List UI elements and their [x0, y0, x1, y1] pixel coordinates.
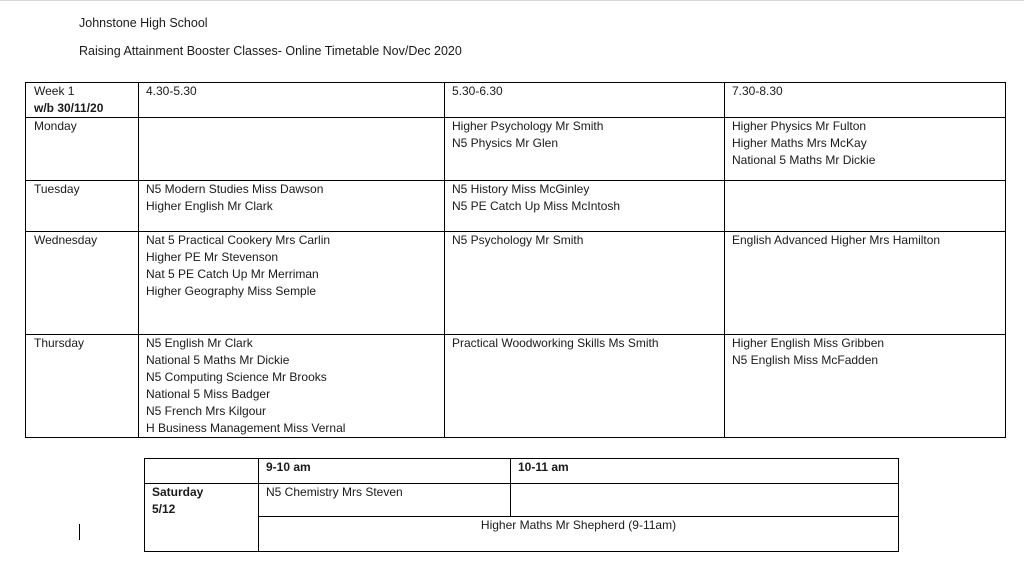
day-label: Saturday: [152, 485, 204, 499]
date-label: 5/12: [152, 502, 176, 516]
class-entry: Higher Psychology Mr Smith: [452, 119, 604, 133]
class-entry: Higher Physics Mr Fulton: [732, 119, 867, 133]
page-top-border: [0, 0, 1024, 1]
week-of-label: w/b 30/11/20: [34, 101, 104, 115]
document-subtitle: Raising Attainment Booster Classes- Online Timetable Nov/Dec 2020: [79, 44, 462, 58]
class-entry: Higher PE Mr Stevenson: [146, 250, 279, 264]
day-row-wednesday: [26, 232, 1006, 335]
class-cell: [725, 335, 1006, 438]
class-cell: [445, 335, 725, 438]
class-cell: [139, 232, 445, 335]
class-cell: [511, 484, 899, 517]
class-entry: N5 Computing Science Mr Brooks: [146, 370, 327, 384]
saturday-row: [145, 484, 899, 517]
class-entry: N5 French Mrs Kilgour: [146, 404, 267, 418]
saturday-day-cell: [145, 484, 259, 552]
day-label: Thursday: [26, 335, 139, 438]
slot-header: 7.30-8.30: [725, 83, 1006, 118]
class-entry: Higher Maths Mrs McKay: [732, 136, 867, 150]
class-entry: Higher Geography Miss Semple: [146, 284, 317, 298]
class-cell: [445, 232, 725, 335]
class-entry: N5 PE Catch Up Miss McIntosh: [452, 199, 621, 213]
class-entry: Practical Woodworking Skills Ms Smith: [452, 336, 659, 350]
class-entry: Higher English Miss Gribben: [732, 336, 885, 350]
class-cell: [445, 181, 725, 232]
day-row-tuesday: [26, 181, 1006, 232]
text-cursor: [79, 524, 80, 540]
class-cell: [259, 484, 511, 517]
class-entry: National 5 Maths Mr Dickie: [732, 153, 876, 167]
class-entry: N5 History Miss McGinley: [452, 182, 590, 196]
class-entry: N5 English Mr Clark: [146, 336, 253, 350]
class-entry: Higher Maths Mr Shepherd (9-11am): [480, 518, 677, 532]
slot-header: 4.30-5.30: [139, 83, 445, 118]
week-label: Week 1: [34, 84, 75, 98]
class-entry: N5 Modern Studies Miss Dawson: [146, 182, 324, 196]
class-cell: [139, 181, 445, 232]
class-entry: National 5 Maths Mr Dickie: [146, 353, 290, 367]
class-cell: [445, 118, 725, 181]
day-row-monday: [26, 118, 1006, 181]
saturday-spanning-row: [145, 517, 899, 552]
class-cell: [139, 335, 445, 438]
timetable-header-row: [26, 83, 1006, 118]
class-entry: N5 Psychology Mr Smith: [452, 233, 584, 247]
class-entry: Higher English Mr Clark: [146, 199, 273, 213]
day-label: Tuesday: [26, 181, 139, 232]
class-entry: H Business Management Miss Vernal: [146, 421, 346, 435]
class-entry: Nat 5 Practical Cookery Mrs Carlin: [146, 233, 331, 247]
saturday-timetable: [144, 458, 899, 552]
class-entry: Nat 5 PE Catch Up Mr Merriman: [146, 267, 319, 281]
spanning-class-cell: [259, 517, 899, 552]
empty-header-cell: [145, 459, 259, 484]
class-entry: N5 Physics Mr Glen: [452, 136, 559, 150]
school-name: Johnstone High School: [79, 16, 208, 30]
slot-header: 5.30-6.30: [445, 83, 725, 118]
slot-header: 10-11 am: [511, 459, 899, 484]
class-cell: [725, 181, 1006, 232]
weekly-timetable: [25, 82, 1006, 438]
slot-header: 9-10 am: [259, 459, 511, 484]
class-entry: English Advanced Higher Mrs Hamilton: [732, 233, 941, 247]
class-entry: National 5 Miss Badger: [146, 387, 271, 401]
week-cell: [26, 83, 139, 118]
class-cell: [725, 232, 1006, 335]
day-label: Monday: [26, 118, 139, 181]
class-entry: N5 English Miss McFadden: [732, 353, 879, 367]
class-cell: [139, 118, 445, 181]
class-entry: N5 Chemistry Mrs Steven: [266, 485, 403, 499]
saturday-header-row: [145, 459, 899, 484]
class-cell: [725, 118, 1006, 181]
day-label: Wednesday: [26, 232, 139, 335]
day-row-thursday: [26, 335, 1006, 438]
